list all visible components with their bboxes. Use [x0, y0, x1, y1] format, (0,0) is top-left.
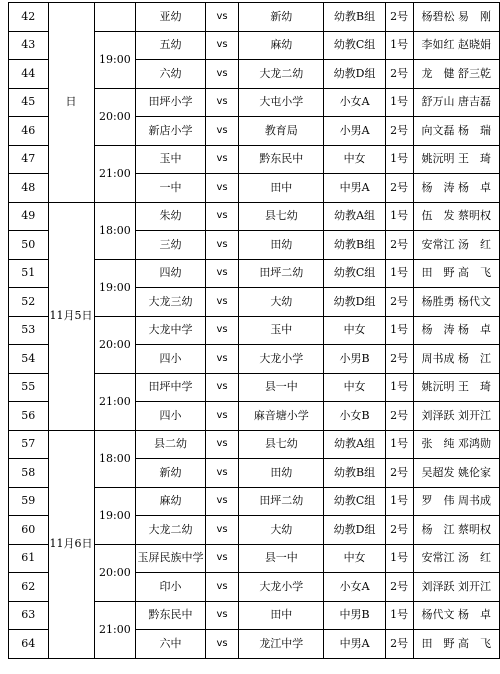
away-team: 玉中 — [239, 316, 324, 345]
vs-label: vs — [205, 60, 239, 89]
vs-label: vs — [205, 601, 239, 630]
referees: 杨胜勇 杨代文 — [413, 288, 499, 317]
match-group: 幼教D组 — [324, 288, 385, 317]
match-group: 中女 — [324, 145, 385, 174]
home-team: 大龙中学 — [136, 316, 206, 345]
away-team: 黔东民中 — [239, 145, 324, 174]
vs-label: vs — [205, 259, 239, 288]
home-team: 玉中 — [136, 145, 206, 174]
home-team: 大龙三幼 — [136, 288, 206, 317]
home-team: 六中 — [136, 630, 206, 659]
match-group: 幼教C组 — [324, 31, 385, 60]
vs-label: vs — [205, 174, 239, 203]
match-group: 幼教B组 — [324, 3, 385, 32]
court-number: 2号 — [385, 60, 413, 89]
match-number: 49 — [9, 202, 49, 231]
referees: 田 野 高 飞 — [413, 259, 499, 288]
referees: 杨 涛 杨 卓 — [413, 316, 499, 345]
match-group: 小女B — [324, 402, 385, 431]
away-team: 大龙小学 — [239, 573, 324, 602]
court-number: 2号 — [385, 402, 413, 431]
date-cell: 11月6日 — [48, 430, 94, 658]
court-number: 1号 — [385, 88, 413, 117]
time-cell: 21:00 — [94, 145, 136, 202]
referees: 杨 涛 杨 卓 — [413, 174, 499, 203]
referees: 安常江 汤 红 — [413, 231, 499, 260]
time-cell: 20:00 — [94, 88, 136, 145]
referees: 杨代文 杨 卓 — [413, 601, 499, 630]
referees: 周书成 杨 江 — [413, 345, 499, 374]
match-number: 54 — [9, 345, 49, 374]
away-team: 大幼 — [239, 288, 324, 317]
match-number: 43 — [9, 31, 49, 60]
away-team: 龙江中学 — [239, 630, 324, 659]
match-group: 幼教B组 — [324, 231, 385, 260]
date-cell: 日 — [48, 3, 94, 203]
home-team: 三幼 — [136, 231, 206, 260]
court-number: 1号 — [385, 259, 413, 288]
vs-label: vs — [205, 487, 239, 516]
court-number: 2号 — [385, 459, 413, 488]
match-number: 59 — [9, 487, 49, 516]
home-team: 田坪中学 — [136, 373, 206, 402]
time-cell — [94, 3, 136, 32]
referees: 杨碧松 易 刚 — [413, 3, 499, 32]
time-cell: 19:00 — [94, 259, 136, 316]
match-group: 小女A — [324, 573, 385, 602]
match-group: 小男A — [324, 117, 385, 146]
time-cell: 21:00 — [94, 601, 136, 658]
match-number: 45 — [9, 88, 49, 117]
vs-label: vs — [205, 573, 239, 602]
court-number: 2号 — [385, 573, 413, 602]
away-team: 大龙二幼 — [239, 60, 324, 89]
match-group: 幼教A组 — [324, 202, 385, 231]
match-group: 中男A — [324, 630, 385, 659]
match-number: 48 — [9, 174, 49, 203]
match-group: 中男A — [324, 174, 385, 203]
court-number: 1号 — [385, 601, 413, 630]
court-number: 2号 — [385, 345, 413, 374]
court-number: 2号 — [385, 630, 413, 659]
court-number: 2号 — [385, 231, 413, 260]
court-number: 1号 — [385, 373, 413, 402]
match-group: 小男B — [324, 345, 385, 374]
home-team: 黔东民中 — [136, 601, 206, 630]
away-team: 县一中 — [239, 544, 324, 573]
vs-label: vs — [205, 544, 239, 573]
court-number: 2号 — [385, 3, 413, 32]
home-team: 亚幼 — [136, 3, 206, 32]
match-number: 52 — [9, 288, 49, 317]
referees: 向文磊 杨 瑞 — [413, 117, 499, 146]
match-group: 幼教C组 — [324, 259, 385, 288]
court-number: 2号 — [385, 174, 413, 203]
away-team: 田坪二幼 — [239, 487, 324, 516]
home-team: 四幼 — [136, 259, 206, 288]
home-team: 新幼 — [136, 459, 206, 488]
home-team: 玉屏民族中学 — [136, 544, 206, 573]
away-team: 大幼 — [239, 516, 324, 545]
match-number: 56 — [9, 402, 49, 431]
referees: 刘泽跃 刘开江 — [413, 573, 499, 602]
schedule-body — [9, 3, 500, 659]
referees: 田 野 高 飞 — [413, 630, 499, 659]
away-team: 田中 — [239, 174, 324, 203]
match-number: 46 — [9, 117, 49, 146]
referees: 刘泽跃 刘开江 — [413, 402, 499, 431]
court-number: 1号 — [385, 487, 413, 516]
home-team: 麻幼 — [136, 487, 206, 516]
table-row — [9, 430, 500, 459]
referees: 杨 江 蔡明权 — [413, 516, 499, 545]
match-number: 57 — [9, 430, 49, 459]
home-team: 朱幼 — [136, 202, 206, 231]
court-number: 1号 — [385, 316, 413, 345]
vs-label: vs — [205, 630, 239, 659]
court-number: 1号 — [385, 544, 413, 573]
away-team: 田幼 — [239, 231, 324, 260]
court-number: 2号 — [385, 117, 413, 146]
match-group: 幼教B组 — [324, 459, 385, 488]
referees: 姚沅明 王 琦 — [413, 373, 499, 402]
court-number: 1号 — [385, 145, 413, 174]
match-group: 幼教A组 — [324, 430, 385, 459]
away-team: 田幼 — [239, 459, 324, 488]
time-cell: 18:00 — [94, 202, 136, 259]
away-team: 教育局 — [239, 117, 324, 146]
match-group: 幼教D组 — [324, 60, 385, 89]
date-cell: 11月5日 — [48, 202, 94, 430]
vs-label: vs — [205, 459, 239, 488]
vs-label: vs — [205, 430, 239, 459]
match-number: 47 — [9, 145, 49, 174]
referees: 舒万山 唐吉磊 — [413, 88, 499, 117]
vs-label: vs — [205, 316, 239, 345]
vs-label: vs — [205, 231, 239, 260]
time-cell: 20:00 — [94, 544, 136, 601]
match-number: 50 — [9, 231, 49, 260]
vs-label: vs — [205, 3, 239, 32]
away-team: 新幼 — [239, 3, 324, 32]
home-team: 印小 — [136, 573, 206, 602]
match-number: 64 — [9, 630, 49, 659]
away-team: 田中 — [239, 601, 324, 630]
home-team: 田坪小学 — [136, 88, 206, 117]
match-number: 60 — [9, 516, 49, 545]
match-group: 中男B — [324, 601, 385, 630]
vs-label: vs — [205, 402, 239, 431]
time-cell: 19:00 — [94, 31, 136, 88]
match-number: 63 — [9, 601, 49, 630]
home-team: 新店小学 — [136, 117, 206, 146]
home-team: 五幼 — [136, 31, 206, 60]
table-row — [9, 3, 500, 32]
referees: 姚沅明 王 琦 — [413, 145, 499, 174]
court-number: 1号 — [385, 430, 413, 459]
away-team: 麻幼 — [239, 31, 324, 60]
match-group: 小女A — [324, 88, 385, 117]
home-team: 六幼 — [136, 60, 206, 89]
match-number: 61 — [9, 544, 49, 573]
vs-label: vs — [205, 516, 239, 545]
match-group: 幼教C组 — [324, 487, 385, 516]
court-number: 2号 — [385, 288, 413, 317]
match-group: 中女 — [324, 373, 385, 402]
home-team: 一中 — [136, 174, 206, 203]
home-team: 四小 — [136, 345, 206, 374]
vs-label: vs — [205, 145, 239, 174]
vs-label: vs — [205, 31, 239, 60]
away-team: 县七幼 — [239, 202, 324, 231]
vs-label: vs — [205, 345, 239, 374]
away-team: 田坪二幼 — [239, 259, 324, 288]
match-number: 51 — [9, 259, 49, 288]
home-team: 大龙二幼 — [136, 516, 206, 545]
away-team: 大龙小学 — [239, 345, 324, 374]
home-team: 县二幼 — [136, 430, 206, 459]
match-number: 62 — [9, 573, 49, 602]
away-team: 大屯小学 — [239, 88, 324, 117]
time-cell: 18:00 — [94, 430, 136, 487]
court-number: 2号 — [385, 516, 413, 545]
away-team: 县一中 — [239, 373, 324, 402]
referees: 安常江 汤 红 — [413, 544, 499, 573]
referees: 李如红 赵晓娟 — [413, 31, 499, 60]
referees: 伍 发 蔡明权 — [413, 202, 499, 231]
vs-label: vs — [205, 117, 239, 146]
match-schedule-table — [8, 2, 500, 659]
vs-label: vs — [205, 202, 239, 231]
match-group: 中女 — [324, 544, 385, 573]
referees: 龙 健 舒三乾 — [413, 60, 499, 89]
court-number: 1号 — [385, 31, 413, 60]
referees: 张 纯 邓鸿勋 — [413, 430, 499, 459]
time-cell: 19:00 — [94, 487, 136, 544]
time-cell: 20:00 — [94, 316, 136, 373]
match-number: 44 — [9, 60, 49, 89]
vs-label: vs — [205, 373, 239, 402]
court-number: 1号 — [385, 202, 413, 231]
away-team: 麻音塘小学 — [239, 402, 324, 431]
vs-label: vs — [205, 288, 239, 317]
referees: 罗 伟 周书成 — [413, 487, 499, 516]
table-row — [9, 202, 500, 231]
match-number: 53 — [9, 316, 49, 345]
away-team: 县七幼 — [239, 430, 324, 459]
match-number: 42 — [9, 3, 49, 32]
vs-label: vs — [205, 88, 239, 117]
time-cell: 21:00 — [94, 373, 136, 430]
match-group: 幼教D组 — [324, 516, 385, 545]
match-number: 55 — [9, 373, 49, 402]
referees: 吴超发 姚伦家 — [413, 459, 499, 488]
match-group: 中女 — [324, 316, 385, 345]
match-number: 58 — [9, 459, 49, 488]
home-team: 四小 — [136, 402, 206, 431]
